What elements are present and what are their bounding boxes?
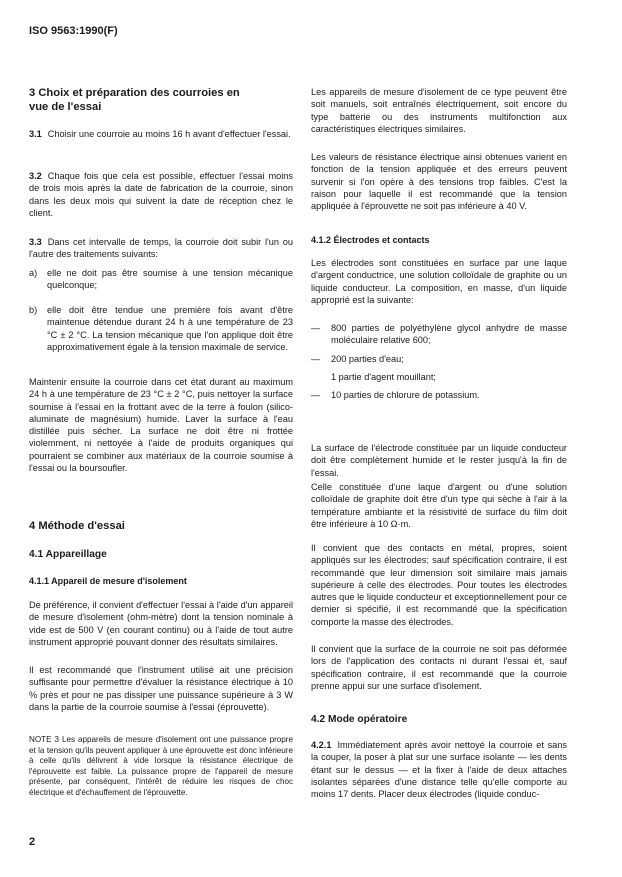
paragraph-surface-electrode: La surface de l'électrode constituée par un liquide conducteur doit être complètement humide et le rester jusqu'à la fin de l'essai. [311, 443, 567, 478]
list-text: 10 parties de chlorure de potassium. [331, 390, 480, 401]
paragraph-surface-courroie: Il convient que la surface de la courroie ne soit pas déformée lors de l'application des contacts ni durant l'essai et, sauf spécification contraire, il est recommandé que la courroie prenne appui sur une surface d'isolement. [311, 644, 567, 691]
paragraph-text: Chaque fois que cela est possible, effectuer l'essai moins de trois mois après la date de fabrication de la courroie, sinon dans les deux mois qui suivent la date de réception chez le client. [29, 171, 293, 218]
composition-list [311, 322, 567, 407]
page-number: 2 [29, 836, 36, 848]
section-3-title-line1: 3 Choix et préparation des courroies en [29, 87, 240, 99]
list-label: — [311, 353, 321, 364]
list-item-a [29, 267, 293, 292]
list-item-b [29, 304, 293, 353]
list-text: elle ne doit pas être soumise à une tension mécanique quelconque; [47, 268, 293, 291]
paragraph-4-2-1 [311, 739, 567, 800]
paragraph-laque: Celle constituée d'une laque d'argent ou d'une solution colloïdale de graphite doit être d'un type qui sèche à l'air à la température ambiante et la résistivité de surface du film doit être inférieure à 10 Ω·m. [311, 482, 567, 529]
list-label: b) [29, 305, 38, 315]
paragraph-appareils: Les appareils de mesure d'isolement de ce type peuvent être soit manuels, soit entraînés électriquement, soit encore du type batterie ou des instruments multifonction aux caractéristiques électriques similaires. [311, 87, 567, 134]
section-3-title-line2: vue de l'essai [29, 101, 102, 113]
note-3: NOTE 3 Les appareils de mesure d'isolement ont une puissance propre et la tension qu'ils peuvent appliquer à une éprouvette est donc inférieure à celle qu'ils délivrent à vide lorsque la résistance électrique de l'éprouvette est faible. La puissance propre de l'appareil de mesure présente, par conséquent, l'intérêt de réduire les risques de choc électrique et d'échauffement de l'éprouvette. [29, 735, 293, 797]
paragraph-3-2 [29, 170, 293, 219]
paragraph-number: 4.2.1 [311, 740, 332, 750]
list-label: a) [29, 268, 38, 278]
paragraph-number: 3.1 [29, 129, 42, 139]
paragraph-text: Immédiatement après avoir nettoyé la courroie et sans la couper, la poser à plat sur une surface isolante — les dents étant sur le dessus — et la fixer à l'aide de deux attaches isolantes séparées d'une distance telle qu'elle comporte au moins 17 dents. Placer deux électrodes (liquide conduc- [311, 740, 567, 800]
paragraph-electrodes: Les électrodes sont constituées en surface par une laque d'argent conductrice, une solution colloïdale de graphite ou un liquide conducteur. La composition, en masse, d'un liquide approprié est la suivante: [311, 258, 567, 305]
list-label: — [311, 323, 321, 333]
list-text: 200 parties d'eau; [331, 353, 404, 364]
list-text: 800 parties de polyéthylène glycol anhydre de masse moléculaire relative 600; [331, 323, 567, 346]
list-item [311, 353, 567, 365]
paragraph-valeurs: Les valeurs de résistance électrique ainsi obtenues varient en fonction de la tension appliquée et des erreurs peuvent survenir si l'on opère à des tensions trop faibles. C'est la raison pour laquelle il est recommandé que la tension appliquée à l'éprouvette ne soit pas inférieure à 40 V. [311, 152, 567, 212]
section-3-title [29, 86, 240, 114]
paragraph-preference: De préférence, il convient d'effectuer l'essai à l'aide d'un appareil de mesure d'isolement (ohm-mètre) dont la tension nominale à vide est de 500 V (en courant continu) ou à l'aide de tout autre instrument approprié pouvant donner des résultats similaires. [29, 600, 293, 647]
section-4-1-1-title: 4.1.1 Appareil de mesure d'isolement [29, 576, 187, 586]
paragraph-contacts: Il convient que des contacts en métal, propres, soient appliqués sur les électrodes; sauf spécification contraire, il est recommandé que leur dimension soit similaire mais jamais supérieure à celle des électrodes. Pour toutes les électrodes autres que le liquide conducteur et exceptionnellement pour ce dernier si spécifié, il est recommandé que la spécification comporte la masse des électrodes. [311, 543, 567, 627]
paragraph-maintenir: Maintenir ensuite la courroie dans cet état durant au maximum 24 h à une température de 23 °C ± 2 °C, puis nettoyer la surface soumise à l'essai en la frottant avec de la terre à foulon (silico-aluminate de magnésium) humide. Laver la surface à l'eau distillée puis sécher. La surface ne doit être ni frottée violemment, ni nettoyée à l'aide de produits organiques qui pourraient se combiner aux matériaux de la courroie soumise à l'essai ou la boursoufler. [29, 377, 293, 474]
paragraph-3-1 [29, 128, 293, 140]
section-4-title: 4 Méthode d'essai [29, 520, 125, 532]
paragraph-number: 3.2 [29, 171, 42, 181]
list-text: elle doit être tendue une première fois avant d'être maintenue détendue durant 24 h à une température de 23 °C ± 2 °C. La tension mécanique que l'on applique doit être approximativement égale à la tension maximale de service. [47, 305, 293, 352]
section-4-2-title: 4.2 Mode opératoire [311, 714, 408, 725]
list-label: — [311, 390, 321, 401]
list-item: 1 partie d'agent mouillant; [331, 371, 436, 382]
document-header: ISO 9563:1990(F) [29, 25, 118, 37]
list-item [311, 389, 567, 401]
paragraph-text: Dans cet intervalle de temps, la courroie doit subir l'un ou l'autre des traitements suivants: [29, 237, 293, 260]
list-item [311, 322, 567, 347]
paragraph-number: 3.3 [29, 237, 42, 247]
section-4-1-2-title: 4.1.2 Électrodes et contacts [311, 235, 430, 245]
paragraph-text: Choisir une courroie au moins 16 h avant d'effectuer l'essai. [47, 129, 291, 139]
section-4-1-title: 4.1 Appareillage [29, 549, 107, 560]
paragraph-3-3 [29, 236, 293, 261]
paragraph-recommande: Il est recommandé que l'instrument utilisé ait une précision suffisante pour permettre d'évaluer la résistance électrique à 10 % près et pour ne pas dissiper une puissance supérieure à 3 W dans la partie de la courroie soumise à l'essai (éprouvette). [29, 665, 293, 712]
